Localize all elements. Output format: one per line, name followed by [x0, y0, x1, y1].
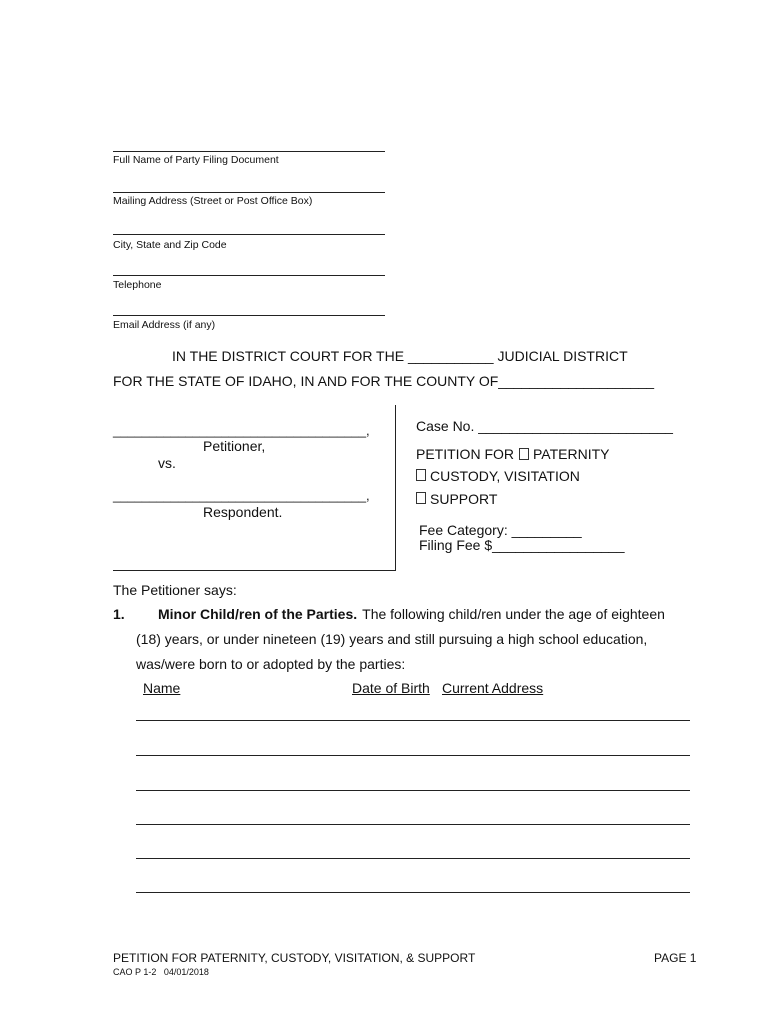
paternity-option-label: PATERNITY: [533, 446, 610, 462]
child-entry-line[interactable]: [136, 892, 690, 893]
telephone-label: Telephone: [113, 279, 162, 291]
telephone-line[interactable]: [113, 275, 385, 276]
case-number-field[interactable]: Case No. _________________________: [416, 418, 673, 434]
petitioner-says-intro: The Petitioner says:: [113, 582, 237, 598]
mailing-address-line[interactable]: [113, 192, 385, 193]
custody-option-label: CUSTODY, VISITATION: [430, 468, 580, 484]
email-line[interactable]: [113, 315, 385, 316]
footer-page-number: PAGE 1: [654, 951, 697, 965]
petition-for-row: [416, 446, 610, 462]
mailing-address-label: Mailing Address (Street or Post Office Box): [113, 195, 313, 207]
child-entry-line[interactable]: [136, 824, 690, 825]
item-text-3: was/were born to or adopted by the parties:: [136, 656, 406, 672]
support-option-label: SUPPORT: [430, 491, 498, 507]
item-text-2: (18) years, or under nineteen (19) years and still pursuing a high school education,: [136, 631, 648, 647]
filing-fee-field[interactable]: Filing Fee $_________________: [419, 537, 625, 553]
city-state-zip-line[interactable]: [113, 234, 385, 235]
vs-label: vs.: [158, 455, 176, 471]
column-header-date-of-birth: Date of Birth: [352, 680, 430, 696]
full-name-line[interactable]: [113, 151, 385, 152]
item-1-line-1: [158, 606, 665, 622]
child-entry-line[interactable]: [136, 755, 690, 756]
item-heading: Minor Child/ren of the Parties.: [158, 606, 358, 622]
court-heading-line2: FOR THE STATE OF IDAHO, IN AND FOR THE COUNTY OF____________________: [113, 373, 655, 389]
child-entry-line[interactable]: [136, 858, 690, 859]
full-name-label: Full Name of Party Filing Document: [113, 154, 279, 166]
petitioner-name-line[interactable]: ___________________________________,: [113, 423, 370, 438]
item-text-1: The following child/ren under the age of eighteen: [362, 606, 665, 622]
petitioner-label: Petitioner,: [203, 438, 266, 454]
custody-visitation-checkbox[interactable]: [416, 469, 426, 481]
footer-form-code: CAO P 1-2 04/01/2018: [113, 967, 209, 977]
footer-title: PETITION FOR PATERNITY, CUSTODY, VISITATION, & SUPPORT: [113, 951, 476, 965]
paternity-checkbox[interactable]: [519, 448, 529, 460]
custody-row: [416, 468, 580, 484]
respondent-label: Respondent.: [203, 504, 283, 520]
respondent-name-line[interactable]: ___________________________________,: [113, 488, 370, 503]
city-state-zip-label: City, State and Zip Code: [113, 239, 227, 251]
child-entry-line[interactable]: [136, 790, 690, 791]
child-entry-line[interactable]: [136, 720, 690, 721]
court-heading-line1: IN THE DISTRICT COURT FOR THE ___________ JUDICIAL DISTRICT: [172, 348, 628, 364]
item-number: 1.: [113, 606, 125, 622]
column-header-current-address: Current Address: [442, 680, 544, 696]
support-row: [416, 491, 497, 507]
email-label: Email Address (if any): [113, 319, 216, 331]
fee-category-field[interactable]: Fee Category: _________: [419, 522, 582, 538]
caption-divider-vertical: [395, 405, 396, 571]
petition-for-label: PETITION FOR: [416, 446, 514, 462]
column-header-name: Name: [143, 680, 181, 696]
caption-divider-bottom: [113, 570, 396, 571]
support-checkbox[interactable]: [416, 492, 426, 504]
